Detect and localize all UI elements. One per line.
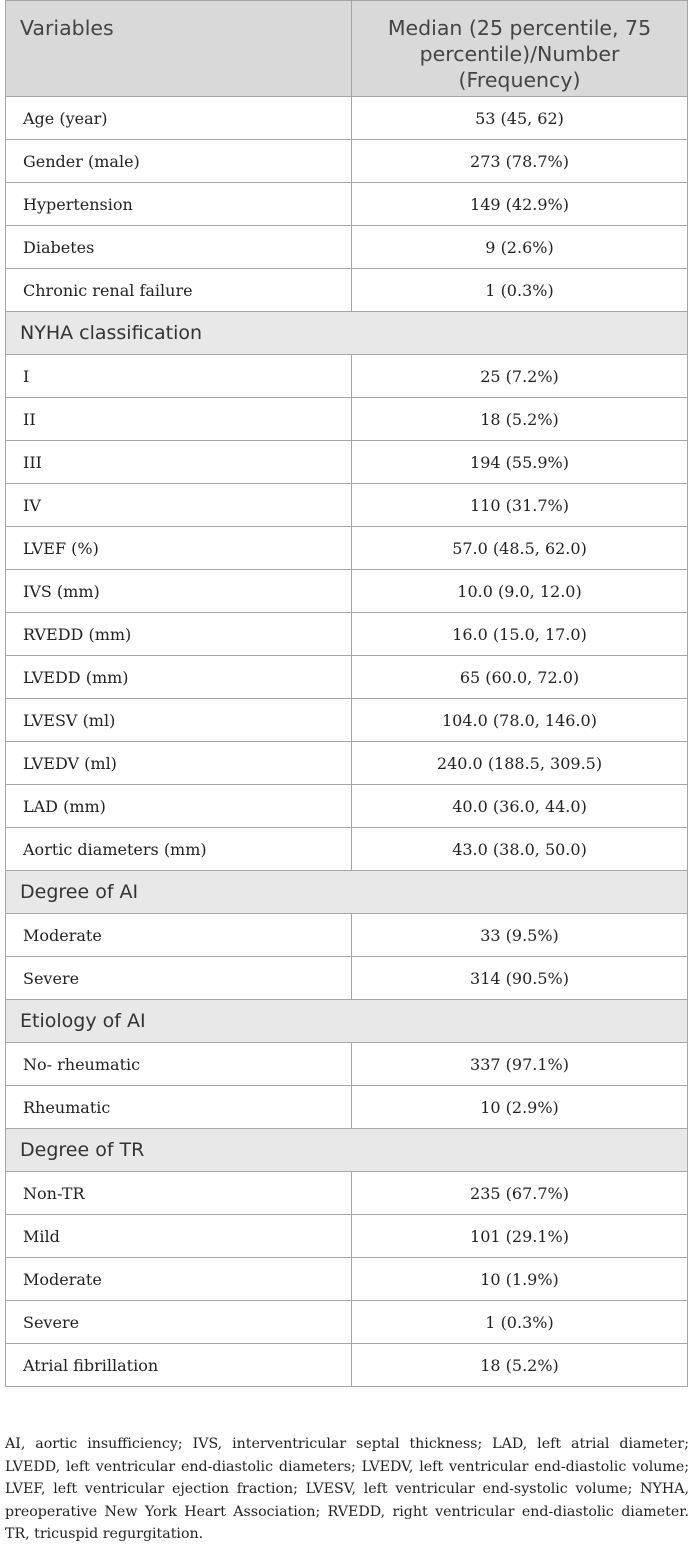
table-row: [6, 484, 688, 527]
variable-cell: Aortic diameters (mm): [6, 828, 352, 871]
section-label: Degree of TR: [6, 1129, 688, 1172]
table-row: [6, 527, 688, 570]
variable-cell: Age (year): [6, 97, 352, 140]
value-cell: 273 (78.7%): [352, 140, 688, 183]
table-row: [6, 269, 688, 312]
value-cell: 149 (42.9%): [352, 183, 688, 226]
value-cell: 18 (5.2%): [352, 1344, 688, 1387]
variable-cell: III: [6, 441, 352, 484]
section-header-row: [6, 871, 688, 914]
section-label: NYHA classification: [6, 312, 688, 355]
baseline-characteristics-table: [5, 0, 688, 1387]
section-label: Degree of AI: [6, 871, 688, 914]
variable-cell: I: [6, 355, 352, 398]
table-row: [6, 1301, 688, 1344]
table-row: [6, 613, 688, 656]
variable-cell: Non-TR: [6, 1172, 352, 1215]
variable-cell: Moderate: [6, 1258, 352, 1301]
table-row: [6, 1215, 688, 1258]
variable-cell: IV: [6, 484, 352, 527]
table-row: [6, 183, 688, 226]
value-cell: 10.0 (9.0, 12.0): [352, 570, 688, 613]
value-cell: 235 (67.7%): [352, 1172, 688, 1215]
value-cell: 1 (0.3%): [352, 269, 688, 312]
table-row: [6, 656, 688, 699]
variable-cell: Diabetes: [6, 226, 352, 269]
table-row: [6, 914, 688, 957]
variable-cell: Atrial fibrillation: [6, 1344, 352, 1387]
variable-cell: LVEDV (ml): [6, 742, 352, 785]
variable-cell: Rheumatic: [6, 1086, 352, 1129]
value-cell: 194 (55.9%): [352, 441, 688, 484]
variable-cell: LAD (mm): [6, 785, 352, 828]
table-row: [6, 398, 688, 441]
section-label: Etiology of AI: [6, 1000, 688, 1043]
table-row: [6, 828, 688, 871]
table-row: [6, 570, 688, 613]
variable-cell: Severe: [6, 957, 352, 1000]
value-cell: 314 (90.5%): [352, 957, 688, 1000]
table-row: [6, 226, 688, 269]
table-row: [6, 97, 688, 140]
section-header-row: [6, 312, 688, 355]
table-row: [6, 355, 688, 398]
table-row: [6, 140, 688, 183]
table-header-row: [6, 1, 688, 97]
variable-cell: RVEDD (mm): [6, 613, 352, 656]
value-cell: 110 (31.7%): [352, 484, 688, 527]
table-row: [6, 1043, 688, 1086]
variable-cell: Hypertension: [6, 183, 352, 226]
table-row: [6, 1344, 688, 1387]
section-header-row: [6, 1129, 688, 1172]
table-footnote: AI, aortic insufficiency; IVS, interventricular septal thickness; LAD, left atrial diameter; LVEDD, left ventricular end-diastolic diameters; LVEDV, left ventricular end-diastolic volume; LVEF, left ventricular ejection fraction; LVESV, left ventricular end-systolic volume; NYHA, preoperative New York Heart Association; RVEDD, right ventricular end-diastolic diameter. TR, tricuspid regurgitation.: [5, 1436, 689, 1542]
value-cell: 10 (2.9%): [352, 1086, 688, 1129]
value-cell: 10 (1.9%): [352, 1258, 688, 1301]
section-header-row: [6, 1000, 688, 1043]
value-cell: 16.0 (15.0, 17.0): [352, 613, 688, 656]
table-row: [6, 1258, 688, 1301]
table-row: [6, 957, 688, 1000]
variable-cell: II: [6, 398, 352, 441]
variable-cell: Moderate: [6, 914, 352, 957]
variable-cell: Chronic renal failure: [6, 269, 352, 312]
value-cell: 240.0 (188.5, 309.5): [352, 742, 688, 785]
header-median-number: Median (25 percentile, 75 percentile)/Number (Frequency): [352, 1, 688, 97]
variable-cell: LVESV (ml): [6, 699, 352, 742]
table-row: [6, 742, 688, 785]
table-body: [6, 97, 688, 1387]
table-row: [6, 699, 688, 742]
variable-cell: IVS (mm): [6, 570, 352, 613]
value-cell: 101 (29.1%): [352, 1215, 688, 1258]
table-row: [6, 441, 688, 484]
value-cell: 33 (9.5%): [352, 914, 688, 957]
value-cell: 9 (2.6%): [352, 226, 688, 269]
value-cell: 18 (5.2%): [352, 398, 688, 441]
value-cell: 43.0 (38.0, 50.0): [352, 828, 688, 871]
value-cell: 104.0 (78.0, 146.0): [352, 699, 688, 742]
header-variables: Variables: [6, 1, 352, 97]
variable-cell: Mild: [6, 1215, 352, 1258]
variable-cell: Gender (male): [6, 140, 352, 183]
table-row: [6, 785, 688, 828]
table-row: [6, 1172, 688, 1215]
value-cell: 57.0 (48.5, 62.0): [352, 527, 688, 570]
table-row: [6, 1086, 688, 1129]
variable-cell: No- rheumatic: [6, 1043, 352, 1086]
value-cell: 25 (7.2%): [352, 355, 688, 398]
value-cell: 53 (45, 62): [352, 97, 688, 140]
variable-cell: LVEF (%): [6, 527, 352, 570]
value-cell: 40.0 (36.0, 44.0): [352, 785, 688, 828]
variable-cell: Severe: [6, 1301, 352, 1344]
variable-cell: LVEDD (mm): [6, 656, 352, 699]
value-cell: 1 (0.3%): [352, 1301, 688, 1344]
value-cell: 337 (97.1%): [352, 1043, 688, 1086]
value-cell: 65 (60.0, 72.0): [352, 656, 688, 699]
